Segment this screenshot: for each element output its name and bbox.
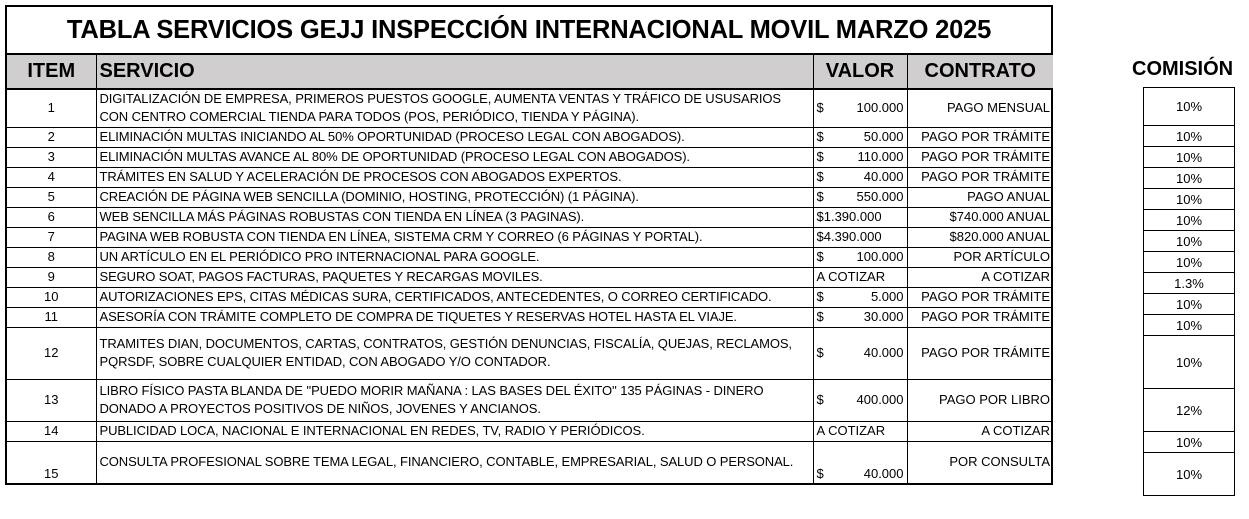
currency-symbol: $ — [816, 289, 824, 304]
item-number: 5 — [7, 187, 96, 207]
currency-symbol: $ — [816, 249, 824, 264]
currency-symbol: $ — [816, 100, 824, 116]
amount: 40.000 — [863, 169, 904, 184]
service-description: AUTORIZACIONES EPS, CITAS MÉDICAS SURA, CERTIFICADOS, ANTECEDENTES, O CORREO CERTIFICADO. — [96, 287, 813, 307]
table-row — [7, 327, 1053, 379]
contract-type: $820.000 ANUAL — [907, 227, 1053, 247]
service-description: CONSULTA PROFESIONAL SOBRE TEMA LEGAL, FINANCIERO, CONTABLE, EMPRESARIAL, SALUD O PERSONAL. — [96, 441, 813, 483]
commission-cell: 10% — [1144, 168, 1234, 189]
currency-symbol: $ — [816, 309, 824, 324]
commission-cell: 10% — [1144, 231, 1234, 252]
service-description: PUBLICIDAD LOCA, NACIONAL E INTERNACIONAL EN REDES, TV, RADIO Y PERIÓDICOS. — [96, 421, 813, 441]
amount: 100.000 — [856, 249, 904, 264]
item-number: 7 — [7, 227, 96, 247]
table-row — [7, 287, 1053, 307]
service-value — [813, 287, 907, 307]
contract-type: PAGO POR TRÁMITE — [907, 327, 1053, 379]
amount: 100.000 — [856, 100, 904, 116]
service-value — [813, 147, 907, 167]
item-number: 8 — [7, 247, 96, 267]
commission-cell: 10% — [1144, 336, 1234, 389]
contract-type: POR CONSULTA — [949, 454, 1050, 470]
contract-type: PAGO POR TRÁMITE — [907, 307, 1053, 327]
contract-type: PAGO ANUAL — [907, 187, 1053, 207]
service-description: ELIMINACIÓN MULTAS AVANCE AL 80% DE OPORTUNIDAD (PROCESO LEGAL CON ABOGADOS). — [96, 147, 813, 167]
contract-type: PAGO POR TRÁMITE — [907, 127, 1053, 147]
service-description: PAGINA WEB ROBUSTA CON TIENDA EN LÍNEA, SISTEMA CRM Y CORREO (6 PÁGINAS Y PORTAL). — [96, 227, 813, 247]
service-description: LIBRO FÍSICO PASTA BLANDA DE ''PUEDO MORIR MAÑANA : LAS BASES DEL ÉXITO'' 135 PÁGINAS - DINERO DONADO A PROYECTOS POSITIVOS DE NIÑOS, JOVENES Y ANCIANOS. — [96, 379, 813, 421]
currency-symbol: $ — [816, 466, 824, 481]
service-value — [813, 379, 907, 421]
table-row — [7, 267, 1053, 287]
service-value: A COTIZAR — [813, 421, 907, 441]
currency-symbol: $ — [816, 345, 824, 360]
item-number: 13 — [7, 379, 96, 421]
service-value: $4.390.000 — [813, 227, 907, 247]
table-row — [7, 421, 1053, 441]
commission-cell: 12% — [1144, 389, 1234, 432]
item-number: 4 — [7, 167, 96, 187]
service-description: SEGURO SOAT, PAGOS FACTURAS, PAQUETES Y RECARGAS MOVILES. — [96, 267, 813, 287]
commission-cell: 10% — [1144, 147, 1234, 168]
item-number: 6 — [7, 207, 96, 227]
item-number: 12 — [7, 327, 96, 379]
header-contract: CONTRATO — [907, 55, 1053, 89]
commission-cell: 10% — [1144, 210, 1234, 231]
currency-symbol: $ — [816, 169, 824, 184]
currency-symbol: $ — [816, 189, 824, 204]
contract-type: PAGO POR TRÁMITE — [907, 147, 1053, 167]
service-value — [813, 89, 907, 127]
contract-type: PAGO POR LIBRO — [907, 379, 1053, 421]
commission-cell: 10% — [1144, 189, 1234, 210]
amount: 400.000 — [856, 392, 904, 407]
table-row — [7, 227, 1053, 247]
header-value: VALOR — [813, 55, 907, 89]
table-row — [7, 379, 1053, 421]
service-description: WEB SENCILLA MÁS PÁGINAS ROBUSTAS CON TIENDA EN LÍNEA (3 PAGINAS). — [96, 207, 813, 227]
contract-type: POR ARTÍCULO — [907, 247, 1053, 267]
table-row — [7, 89, 1053, 127]
amount: 40.000 — [863, 466, 904, 481]
contract-type: A COTIZAR — [907, 267, 1053, 287]
amount: 40.000 — [863, 345, 904, 360]
contract-type: $740.000 ANUAL — [907, 207, 1053, 227]
service-value: $1.390.000 — [813, 207, 907, 227]
service-description: ELIMINACIÓN MULTAS INICIANDO AL 50% OPORTUNIDAD (PROCESO LEGAL CON ABOGADOS). — [96, 127, 813, 147]
item-number: 11 — [7, 307, 96, 327]
services-table — [7, 55, 1053, 483]
amount: 5.000 — [870, 289, 904, 304]
amount: 50.000 — [863, 129, 904, 144]
service-description: DIGITALIZACIÓN DE EMPRESA, PRIMEROS PUESTOS GOOGLE, AUMENTA VENTAS Y TRÁFICO DE USUSARIOS CON CENTRO COMERCIAL TIENDA PARA TODOS (POS, PERIÓDICO, TIENDA Y PÁGINA). — [96, 89, 813, 127]
contract-type: PAGO POR TRÁMITE — [907, 167, 1053, 187]
service-description: UN ARTÍCULO EN EL PERIÓDICO PRO INTERNACIONAL PARA GOOGLE. — [96, 247, 813, 267]
contract-type: PAGO MENSUAL — [907, 89, 1053, 127]
commission-table — [1143, 87, 1235, 496]
header-row — [7, 55, 1053, 89]
item-number: 3 — [7, 147, 96, 167]
service-description: CREACIÓN DE PÁGINA WEB SENCILLA (DOMINIO, HOSTING, PROTECCIÓN) (1 PÁGINA). — [96, 187, 813, 207]
currency-symbol: $ — [816, 149, 824, 164]
service-value — [813, 247, 907, 267]
amount: 110.000 — [857, 149, 904, 164]
table-title: TABLA SERVICIOS GEJJ INSPECCIÓN INTERNACIONAL MOVIL MARZO 2025 — [7, 7, 1051, 55]
table-row — [7, 147, 1053, 167]
item-number: 15 — [7, 441, 96, 483]
table-row — [7, 441, 1053, 483]
item-number: 14 — [7, 421, 96, 441]
header-item: ITEM — [7, 55, 96, 89]
table-row — [7, 207, 1053, 227]
service-value — [813, 187, 907, 207]
table-row — [7, 167, 1053, 187]
service-description: TRÁMITES EN SALUD Y ACELERACIÓN DE PROCESOS CON ABOGADOS EXPERTOS. — [96, 167, 813, 187]
contract-type: A COTIZAR — [907, 421, 1053, 441]
currency-symbol: $ — [816, 392, 824, 407]
commission-header: COMISIÓN — [1132, 58, 1234, 80]
commission-cell: 1.3% — [1144, 273, 1234, 294]
commission-cell: 10% — [1144, 315, 1234, 336]
service-description: ASESORÍA CON TRÁMITE COMPLETO DE COMPRA DE TIQUETES Y RESERVAS HOTEL HASTA EL VIAJE. — [96, 307, 813, 327]
header-service: SERVICIO — [96, 55, 813, 89]
table-row — [7, 187, 1053, 207]
service-value — [813, 441, 907, 483]
service-value: A COTIZAR — [813, 267, 907, 287]
contract-type: PAGO POR TRÁMITE — [907, 287, 1053, 307]
item-number: 10 — [7, 287, 96, 307]
item-number: 2 — [7, 127, 96, 147]
table-row — [7, 307, 1053, 327]
service-value — [813, 127, 907, 147]
commission-cell: 10% — [1144, 252, 1234, 273]
commission-cell: 10% — [1175, 466, 1203, 482]
service-value — [813, 327, 907, 379]
commission-cell: 10% — [1144, 126, 1234, 147]
table-row — [7, 127, 1053, 147]
amount: 30.000 — [863, 309, 904, 324]
commission-cell: 10% — [1144, 432, 1234, 453]
amount: 550.000 — [856, 189, 904, 204]
item-number: 9 — [7, 267, 96, 287]
currency-symbol: $ — [816, 129, 824, 144]
item-number: 1 — [7, 89, 96, 127]
service-description: TRAMITES DIAN, DOCUMENTOS, CARTAS, CONTRATOS, GESTIÓN DENUNCIAS, FISCALÍA, QUEJAS, RECLAMOS, PQRSDF, SOBRE CUALQUIER ENTIDAD, CON ABOGADO Y/O CONTADOR. — [96, 327, 813, 379]
commission-cell: 10% — [1144, 88, 1234, 126]
table-row — [7, 247, 1053, 267]
service-value — [813, 167, 907, 187]
services-table-container — [5, 5, 1053, 485]
commission-cell: 10% — [1144, 294, 1234, 315]
service-value — [813, 307, 907, 327]
